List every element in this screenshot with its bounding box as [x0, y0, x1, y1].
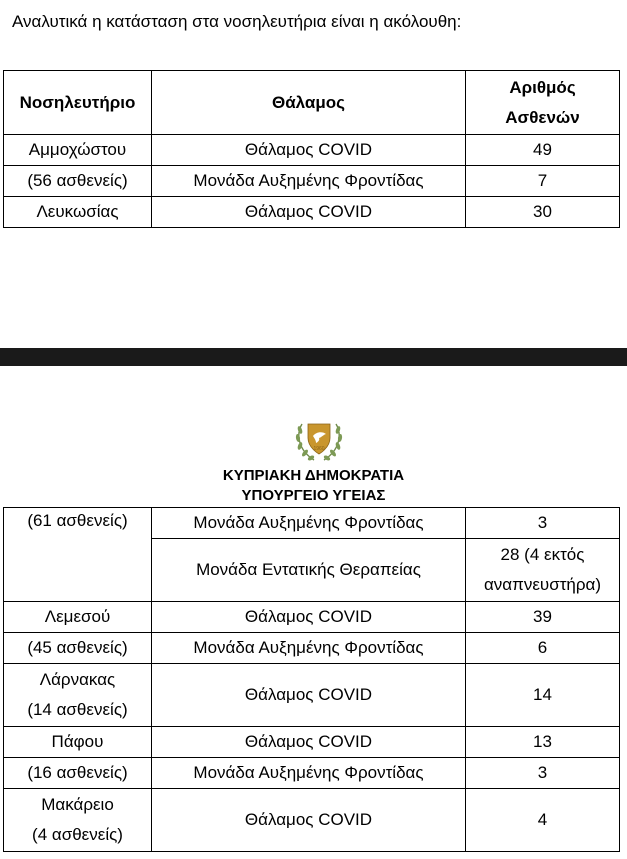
- count-cell: 6: [466, 633, 620, 664]
- table-row: [4, 197, 620, 228]
- header-patients: [466, 71, 620, 135]
- hospital-cell: (56 ασθενείς): [4, 166, 152, 197]
- ward-cell: Μονάδα Αυξημένης Φροντίδας: [152, 758, 466, 789]
- svg-text:1960: 1960: [313, 446, 325, 452]
- letterhead-republic: ΚΥΠΡΙΑΚΗ ΔΗΜΟΚΡΑΤΙΑ: [222, 467, 405, 484]
- cyprus-coat-of-arms-icon: [292, 416, 346, 464]
- count-cell: 39: [466, 602, 620, 633]
- hospital-line1: Μακάρειο: [41, 795, 114, 814]
- hospital-table-part2: [3, 507, 620, 852]
- table-row: [4, 135, 620, 166]
- hospital-cell: Λευκωσίας: [4, 197, 152, 228]
- page-separator-band: [0, 348, 627, 366]
- table-row: [4, 727, 620, 758]
- ward-cell: Θάλαμος COVID: [152, 602, 466, 633]
- count-cell: 3: [466, 758, 620, 789]
- count-cell: 30: [466, 197, 620, 228]
- table-row: [4, 602, 620, 633]
- intro-text: Αναλυτικά η κατάσταση στα νοσηλευτήρια είναι η ακόλουθη:: [12, 12, 462, 31]
- table-row: [4, 633, 620, 664]
- count-cell: 3: [466, 508, 620, 539]
- table-row: [4, 166, 620, 197]
- header-patients-line1: Αριθμός: [509, 77, 576, 97]
- header-ward: Θάλαμος: [152, 71, 466, 135]
- count-cell: 49: [466, 135, 620, 166]
- count-line1: 28 (4 εκτός: [500, 545, 585, 564]
- count-cell: 4: [466, 789, 620, 852]
- hospital-cell: [4, 789, 152, 852]
- hospital-line2: (4 ασθενείς): [32, 825, 123, 844]
- hospital-table-part1: [3, 70, 620, 228]
- ward-cell: Μονάδα Εντατικής Θεραπείας: [152, 539, 466, 602]
- count-cell: 13: [466, 727, 620, 758]
- count-line2: αναπνευστήρα): [483, 575, 602, 594]
- ward-cell: Θάλαμος COVID: [152, 664, 466, 727]
- hospital-line2: (14 ασθενείς): [27, 700, 128, 719]
- hospital-cell: (45 ασθενείς): [4, 633, 152, 664]
- count-cell: 7: [466, 166, 620, 197]
- ward-cell: Μονάδα Αυξημένης Φροντίδας: [152, 508, 466, 539]
- header-hospital: Νοσηλευτήριο: [4, 71, 152, 135]
- hospital-cell: Λεμεσού: [4, 602, 152, 633]
- count-cell: 14: [466, 664, 620, 727]
- ward-cell: Θάλαμος COVID: [152, 135, 466, 166]
- table-row: [4, 789, 620, 852]
- letterhead-ministry: ΥΠΟΥΡΓΕΙΟ ΥΓΕΙΑΣ: [241, 487, 386, 504]
- ward-cell: Μονάδα Αυξημένης Φροντίδας: [152, 633, 466, 664]
- ward-cell: Μονάδα Αυξημένης Φροντίδας: [152, 166, 466, 197]
- header-patients-line2: Ασθενών: [505, 107, 580, 127]
- hospital-line1: Λάρνακας: [39, 670, 116, 689]
- ward-cell: Θάλαμος COVID: [152, 197, 466, 228]
- table-row: [4, 664, 620, 727]
- table-header-row: [4, 71, 620, 135]
- hospital-cell: [4, 664, 152, 727]
- hospital-cell: (61 ασθενείς): [4, 508, 152, 602]
- count-cell: [466, 539, 620, 602]
- hospital-cell: Πάφου: [4, 727, 152, 758]
- hospital-cell: (16 ασθενείς): [4, 758, 152, 789]
- table-row: [4, 758, 620, 789]
- hospital-cell: Αμμοχώστου: [4, 135, 152, 166]
- table-row: [4, 508, 620, 539]
- ward-cell: Θάλαμος COVID: [152, 727, 466, 758]
- ward-cell: Θάλαμος COVID: [152, 789, 466, 852]
